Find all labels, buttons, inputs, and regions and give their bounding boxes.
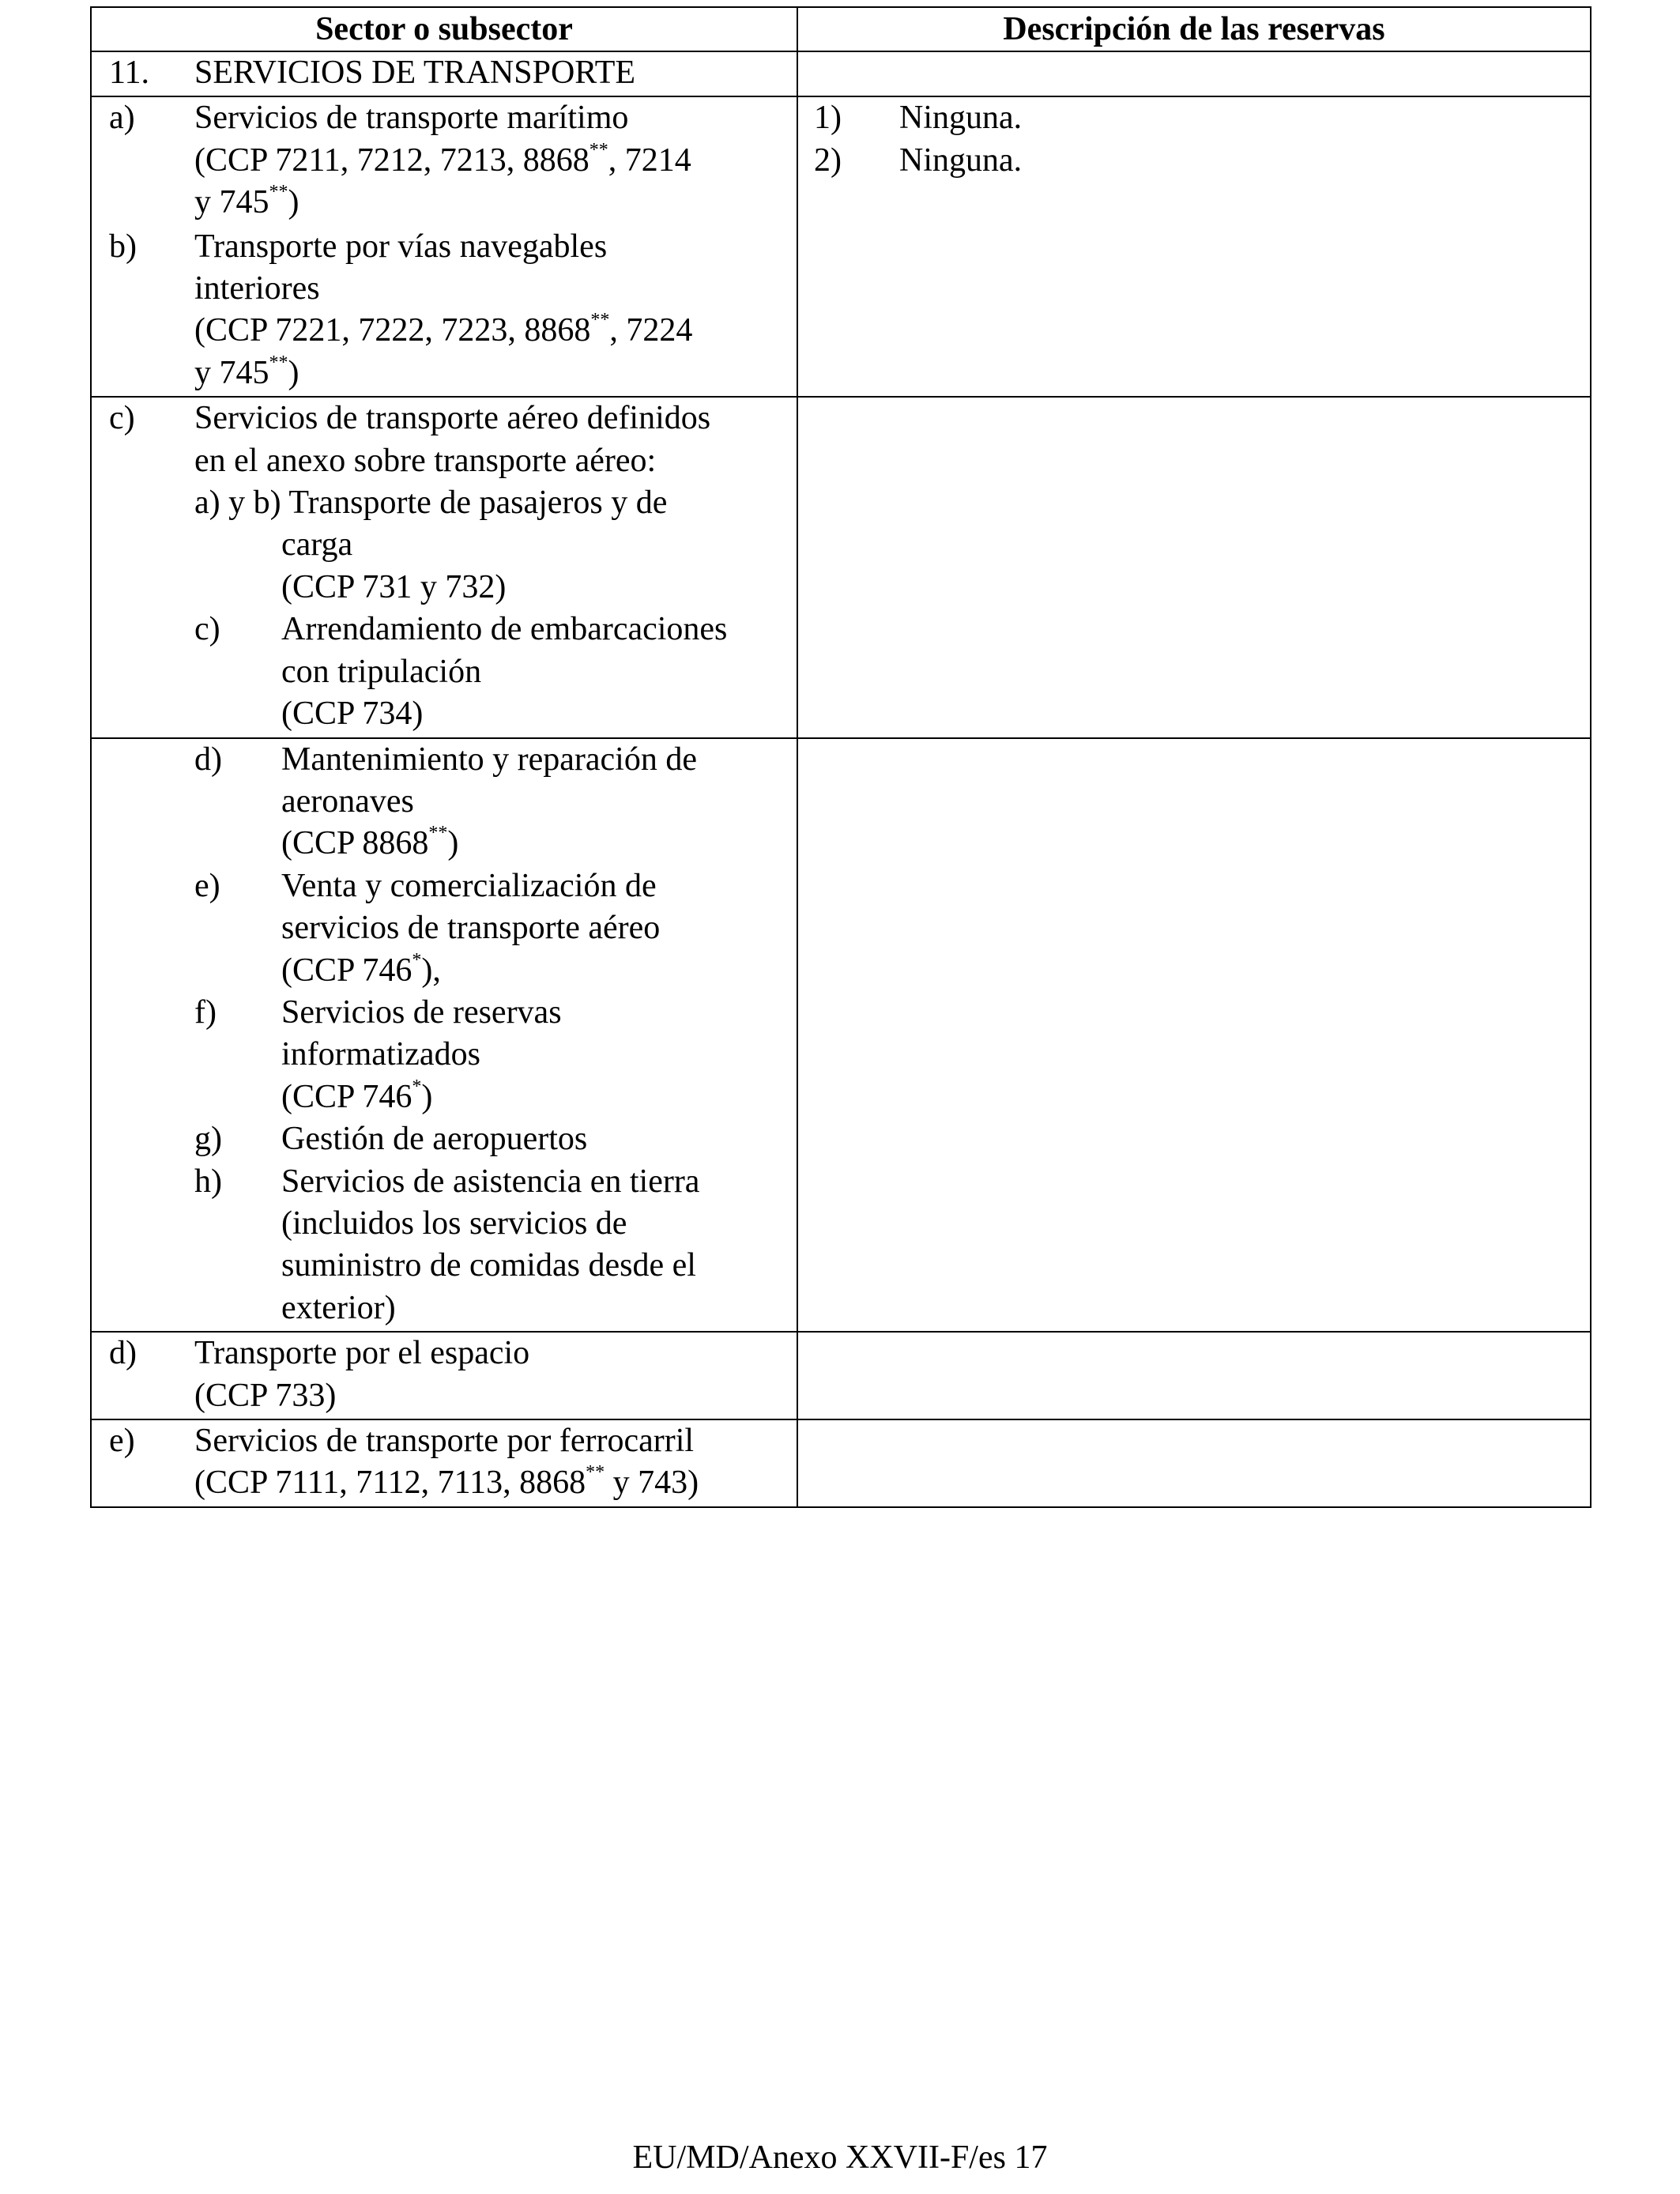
sub-item-label: f) xyxy=(194,993,217,1031)
reservations-cell xyxy=(797,738,1591,1333)
section-title: SERVICIOS DE TRANSPORTE xyxy=(194,55,636,91)
item-line: aeronaves xyxy=(281,782,414,820)
item-line: Servicios de transporte aéreo definidos xyxy=(194,400,711,437)
sub-item-label: c) xyxy=(194,611,220,648)
sub-item-label: g) xyxy=(194,1121,222,1158)
reservation-text: Ninguna. xyxy=(899,100,1023,137)
item-line: y 745**) xyxy=(194,182,299,221)
item-label: c) xyxy=(109,400,135,437)
item-line: (CCP 746*), xyxy=(281,949,441,989)
item-line: Servicios de transporte marítimo xyxy=(194,100,629,137)
item-line: (CCP 8868**) xyxy=(281,823,459,862)
item-line: (CCP 7221, 7222, 7223, 8868**, 7224 xyxy=(194,310,693,349)
page-footer: EU/MD/Anexo XXVII-F/es 17 xyxy=(632,2139,1048,2176)
item-label: b) xyxy=(109,228,137,265)
sub-item-label: h) xyxy=(194,1163,222,1200)
item-line: y 745**) xyxy=(194,352,299,391)
item-line: informatizados xyxy=(281,1036,480,1073)
sector-cell xyxy=(91,397,797,737)
sub-item-label: d) xyxy=(194,741,222,778)
sub-item xyxy=(194,1161,797,1330)
sub-item xyxy=(194,739,797,865)
item-line: Transporte de pasajeros y de xyxy=(288,484,668,522)
item-line: Servicios de asistencia en tierra xyxy=(281,1163,700,1200)
sub-item xyxy=(194,482,797,524)
table-row xyxy=(91,96,1591,397)
item-line: (CCP 746*) xyxy=(281,1076,433,1115)
reservation-item xyxy=(798,97,1590,139)
item-line: con tripulación xyxy=(281,653,482,690)
table-row xyxy=(91,1419,1591,1507)
table-row xyxy=(91,397,1591,737)
reservation-number: 2) xyxy=(814,141,842,179)
section-empty-cell xyxy=(797,51,1591,96)
item-line: Gestión de aeropuertos xyxy=(281,1121,588,1158)
sector-cell xyxy=(91,738,797,1333)
item-line: Servicios de reservas xyxy=(281,993,562,1031)
reservations-table xyxy=(90,6,1591,1508)
sector-cell xyxy=(91,96,797,397)
item-line: Venta y comercialización de xyxy=(281,867,657,904)
sub-item-label: a) y b) xyxy=(194,484,281,522)
item-line: en el anexo sobre transporte aéreo: xyxy=(194,442,657,479)
item-line: Arrendamiento de embarcaciones xyxy=(281,611,728,648)
table-row xyxy=(91,1332,1591,1419)
sub-item xyxy=(194,609,797,735)
item-line: exterior) xyxy=(281,1289,396,1326)
sub-item xyxy=(194,865,797,992)
item-line: Servicios de transporte por ferrocarril xyxy=(194,1423,695,1459)
item-line: (CCP 734) xyxy=(281,696,424,733)
sub-item xyxy=(194,1118,797,1160)
sub-item-label: e) xyxy=(194,867,220,904)
item-line: interiores xyxy=(194,270,320,307)
item-line: (incluidos los servicios de xyxy=(281,1204,627,1242)
section-row xyxy=(91,51,1591,96)
item-label: a) xyxy=(109,100,135,137)
item-label: e) xyxy=(109,1423,135,1459)
reservations-cell xyxy=(797,1419,1591,1507)
reservations-cell xyxy=(797,1332,1591,1419)
reservation-number: 1) xyxy=(814,100,842,137)
table-header-row xyxy=(91,7,1591,51)
item-line: (CCP 7111, 7112, 7113, 8868** y 743) xyxy=(194,1462,699,1502)
section-cell xyxy=(91,51,797,96)
sub-item xyxy=(194,992,797,1118)
item-line: Mantenimiento y reparación de xyxy=(281,741,697,778)
reservation-text: Ninguna. xyxy=(899,141,1023,179)
reservations-cell xyxy=(797,397,1591,737)
item-line: (CCP 731 y 732) xyxy=(281,568,507,605)
item-line: (CCP 733) xyxy=(194,1377,337,1414)
item-line: suministro de comidas desde el xyxy=(281,1247,696,1284)
sector-cell xyxy=(91,1332,797,1419)
item-line: servicios de transporte aéreo xyxy=(281,910,661,947)
item-line: carga xyxy=(281,526,353,564)
section-number: 11. xyxy=(109,55,149,91)
sector-cell xyxy=(91,1419,797,1507)
reservation-item xyxy=(798,140,1590,182)
header-sector: Sector o subsector xyxy=(91,7,797,51)
item-line: Transporte por vías navegables xyxy=(194,228,608,265)
table-row xyxy=(91,738,1591,1333)
item-line: (CCP 7211, 7212, 7213, 8868**, 7214 xyxy=(194,139,691,179)
item-line: Transporte por el espacio xyxy=(194,1335,530,1372)
reservations-cell xyxy=(797,96,1591,397)
header-description: Descripción de las reservas xyxy=(797,7,1591,51)
item-label: d) xyxy=(109,1335,137,1372)
